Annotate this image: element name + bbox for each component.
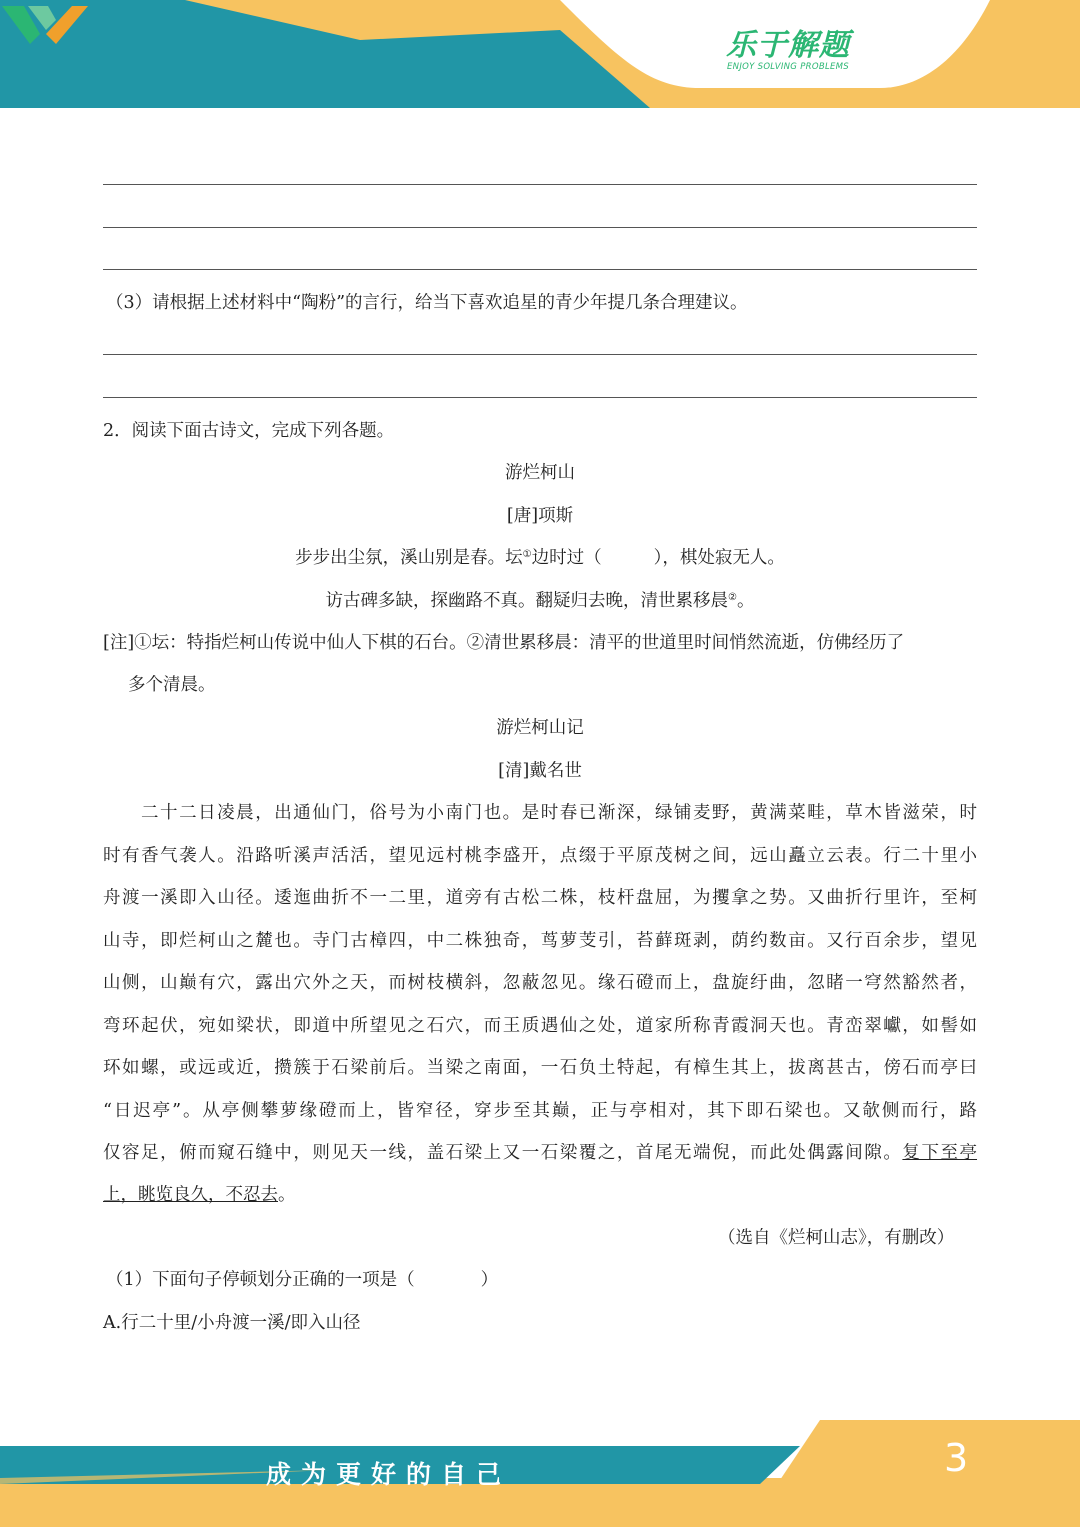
footer-banner (0, 1420, 1080, 1527)
question-1-3: （3）请根据上述材料中“陶粉”的言行，给当下喜欢追星的青少年提几条合理建议。 (106, 293, 748, 313)
prose-text: 仅容足，俯而窥石缝中，则见天一线，盖石梁上又一石梁覆之，首尾无端倪，而此处偶露间隙。 (103, 1143, 903, 1163)
prose-line: 山侧，山巅有穴，露出穴外之天，而树枝横斜，忽蔽忽见。缘石磴而上，盘旋纡曲，忽睹一穹然豁然者， (103, 973, 977, 993)
prose-line (103, 1141, 977, 1165)
logo-icon (0, 0, 90, 48)
footer-slogan: 成为更好的自己 (266, 1460, 512, 1489)
poem-line-2-part: 。 (736, 591, 755, 611)
prose-line: 舟渡一溪即入山径。逶迤曲折不一二里，道旁有古松二株，枝杆盘屈，为攫拿之势。又曲折行里许，至柯 (103, 888, 977, 908)
page-header (0, 0, 1080, 110)
poem-title: 游烂柯山 (505, 463, 575, 483)
page-footer (0, 1420, 1080, 1527)
answer-line (103, 397, 977, 398)
poem-line-1-part: 边时过（ (531, 548, 602, 568)
footnote-mark: ① (522, 549, 532, 560)
poem-note: [注]①坛：特指烂柯山传说中仙人下棋的石台。②清世累移晨：清平的世道里时间悄然流逝，仿佛经历了 (103, 633, 905, 653)
prose-line: 二十二日凌晨，出通仙门，俗号为小南门也。是时春已渐深，绿铺麦野，黄满菜畦，草木皆滋荣，时 (141, 803, 977, 823)
option-a: A.行二十里/小舟渡一溪/即入山径 (103, 1313, 361, 1333)
poem-line-2 (0, 589, 1080, 613)
underlined-sentence: 复下至亭 (902, 1143, 978, 1163)
underlined-sentence: 上，眺览良久，不忍去 (103, 1185, 278, 1205)
brand-tagline: ENJOY SOLVING PROBLEMS (727, 62, 849, 72)
prose-author: [清]戴名世 (498, 761, 582, 781)
prose-line: “日迟亭”。从亭侧攀萝缘磴而上，皆窄径，穿步至其巅，正与亭相对，其下即石梁也。又欹侧而行，路 (103, 1101, 977, 1121)
prose-line: 时有香气袭人。沿路听溪声活活，望见远村桃李盛开，点缀于平原茂树之间，远山矗立云表。行二十里小 (103, 846, 977, 866)
answer-line (103, 184, 977, 185)
prose-line (103, 1183, 296, 1207)
answer-line (103, 227, 977, 228)
sub-question-1 (106, 1268, 498, 1292)
brand-name: 乐于解题 (726, 28, 850, 63)
answer-line (103, 269, 977, 270)
poem-author: [唐]项斯 (506, 506, 574, 526)
prose-line: 弯环起伏，宛如梁状，即道中所望见之石穴，而王质遇仙之处，道家所称青霞洞天也。青峦翠巘，如髻如 (103, 1016, 977, 1036)
prose-title: 游烂柯山记 (496, 718, 584, 738)
poem-line-1-part: ），棋处寂无人。 (653, 548, 785, 568)
prose-source: （选自《烂柯山志》，有删改） (718, 1228, 955, 1248)
sub-question-text: ） (480, 1270, 499, 1290)
prose-line: 环如螺，或远或近，攒簇于石梁前后。当梁之南面，一石负土特起，有樟生其上，拔离甚古，傍石而亭曰 (103, 1058, 977, 1078)
page-number: 3 (944, 1436, 969, 1480)
prose-line: 山寺，即烂柯山之麓也。寺门古樟四，中二株独奇，茑萝芰引，苔藓斑剥，荫约数亩。又行百余步，望见 (103, 931, 977, 951)
footnote-mark: ② (728, 592, 737, 603)
sub-question-text: （1）下面句子停顿划分正确的一项是（ (106, 1270, 415, 1290)
poem-line-2-part: 访古碑多缺，探幽路不真。翻疑归去晚，清世累移晨 (325, 591, 729, 611)
poem-line-1 (0, 546, 1080, 570)
header-banner (0, 0, 1080, 110)
question-2-intro: 2．阅读下面古诗文，完成下列各题。 (103, 421, 395, 441)
poem-note-cont: 多个清晨。 (128, 675, 216, 695)
answer-line (103, 354, 977, 355)
poem-line-1-part: 步步出尘氛，溪山别是春。坛 (295, 548, 523, 568)
prose-text: 。 (278, 1185, 296, 1205)
